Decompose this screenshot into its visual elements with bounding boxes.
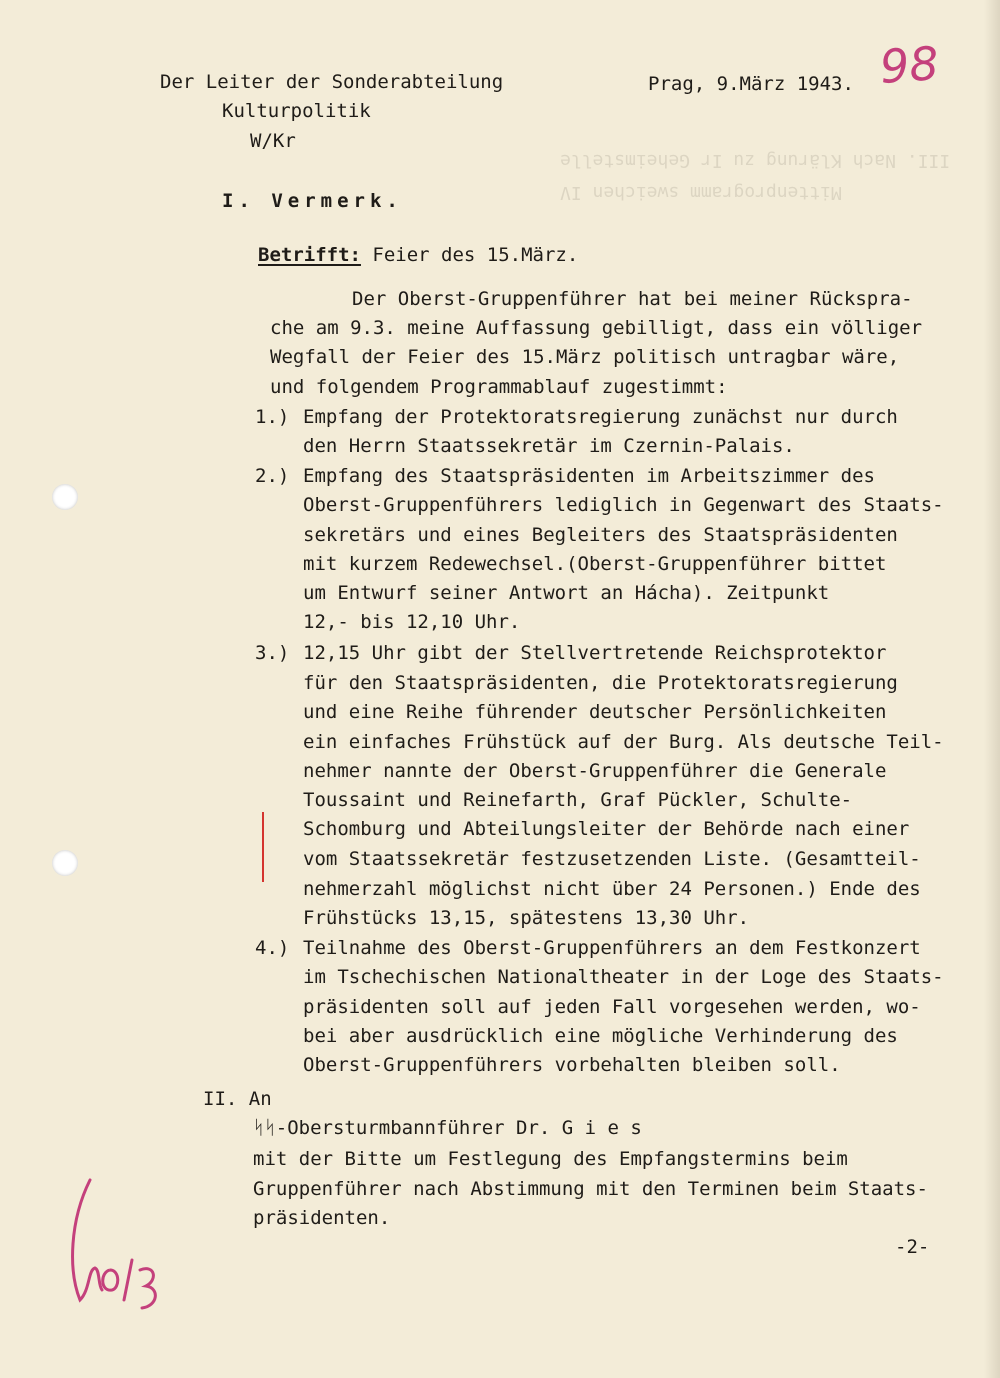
reference-code: W/Kr <box>250 130 296 152</box>
item-number: 3.) <box>255 642 290 664</box>
handwritten-page-number: 98 <box>878 36 941 94</box>
item-line: Frühstücks 13,15, spätestens 13,30 Uhr. <box>303 907 750 929</box>
place-date: Prag, 9.März 1943. <box>648 73 854 95</box>
intro-line: che am 9.3. meine Auffassung gebilligt, dass ein völliger <box>270 317 923 339</box>
item-number: 2.) <box>255 465 290 487</box>
punch-hole <box>52 850 78 876</box>
item-line: ein einfaches Frühstück auf der Burg. Als deutsche Teil- <box>303 731 944 753</box>
continuation-marker: -2- <box>895 1236 930 1258</box>
bleed-through-text: Mittenprogramm sweichen IV <box>560 182 842 203</box>
intro-line: Der Oberst-Gruppenführer hat bei meiner Rückspra- <box>352 288 913 310</box>
item-line: nehmerzahl möglichst nicht über 24 Personen.) Ende des <box>303 878 921 900</box>
item-line: Toussaint und Reinefarth, Graf Pückler, Schulte- <box>303 789 853 811</box>
item-line: Teilnahme des Oberst-Gruppenführers an dem Festkonzert <box>303 937 921 959</box>
request-line: mit der Bitte um Festlegung des Empfangstermins beim <box>253 1148 848 1170</box>
item-line: für den Staatspräsidenten, die Protektoratsregierung <box>303 672 898 694</box>
item-line: vom Staatssekretär festzusetzenden Liste. (Gesamtteil- <box>303 848 921 870</box>
subject-line <box>258 244 578 266</box>
section-1-label: I. Vermerk. <box>222 190 403 212</box>
subject-label: Betrifft: <box>258 244 361 266</box>
item-line: nehmer nannte der Oberst-Gruppenführer die Generale <box>303 760 887 782</box>
intro-line: Wegfall der Feier des 15.März politisch untragbar wäre, <box>270 346 900 368</box>
request-line: präsidenten. <box>253 1207 391 1229</box>
punch-hole <box>52 484 78 510</box>
sender-line-2: Kulturpolitik <box>222 100 371 122</box>
recipient-line: ᛋᛋ-Obersturmbannführer Dr. G i e s <box>253 1117 642 1139</box>
item-number: 4.) <box>255 937 290 959</box>
page-edge-shadow <box>984 0 1000 1378</box>
item-line: Oberst-Gruppenführers vorbehalten bleiben soll. <box>303 1054 841 1076</box>
item-line: 12,15 Uhr gibt der Stellvertretende Reichsprotektor <box>303 642 887 664</box>
request-line: Gruppenführer nach Abstimmung mit den Terminen beim Staats- <box>253 1178 928 1200</box>
subject-text: Feier des 15.März. <box>372 244 579 266</box>
item-line: Empfang der Protektoratsregierung zunächst nur durch <box>303 406 898 428</box>
item-line: und eine Reihe führender deutscher Persönlichkeiten <box>303 701 887 723</box>
item-number: 1.) <box>255 406 290 428</box>
item-line: 12,- bis 12,10 Uhr. <box>303 611 521 633</box>
pencil-signature-icon <box>60 1160 180 1320</box>
item-line: Empfang des Staatspräsidenten im Arbeitszimmer des <box>303 465 875 487</box>
item-line: sekretärs und eines Begleiters des Staatspräsidenten <box>303 524 898 546</box>
item-line: Oberst-Gruppenführers lediglich in Gegenwart des Staats- <box>303 494 944 516</box>
item-line: den Herrn Staatssekretär im Czernin-Palais. <box>303 435 795 457</box>
section-2-label: II. An <box>203 1088 272 1110</box>
item-line: Schomburg und Abteilungsleiter der Behörde nach einer <box>303 818 910 840</box>
intro-line: und folgendem Programmablauf zugestimmt: <box>270 376 728 398</box>
item-line: präsidenten soll auf jeden Fall vorgesehen werden, wo- <box>303 996 921 1018</box>
item-line: um Entwurf seiner Antwort an Hácha). Zeitpunkt <box>303 582 830 604</box>
sender-line-1: Der Leiter der Sonderabteilung <box>160 71 504 93</box>
item-line: mit kurzem Redewechsel.(Oberst-Gruppenführer bittet <box>303 553 887 575</box>
red-margin-mark <box>262 812 264 882</box>
item-line: bei aber ausdrücklich eine mögliche Verhinderung des <box>303 1025 898 1047</box>
bleed-through-text: III. Nach Klärung zu Ir Geheimstelle <box>560 150 951 171</box>
item-line: im Tschechischen Nationaltheater in der Loge des Staats- <box>303 966 944 988</box>
